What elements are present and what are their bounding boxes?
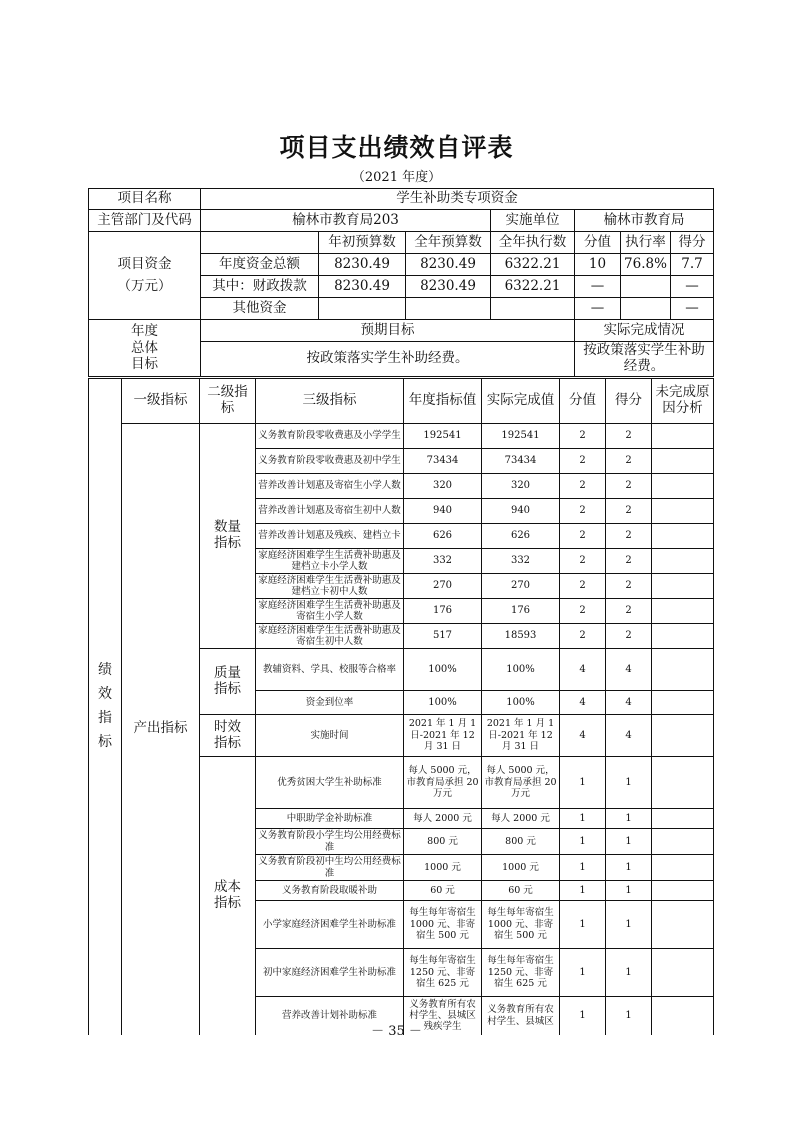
h-target: 年度指标值: [404, 379, 482, 424]
actual-value: 义务教育所有农村学生、县城区: [482, 997, 560, 1035]
actual-goal: 按政策落实学生补助经费。: [575, 342, 714, 377]
expected-goal: 按政策落实学生补助经费。: [201, 342, 575, 377]
weight-value: 1: [560, 855, 606, 881]
indicator-name: 优秀贫困大学生补助标准: [256, 757, 404, 809]
indicator-name: 家庭经济困难学生生活费补助惠及寄宿生初中人数: [256, 624, 404, 649]
funds-table: [88, 188, 714, 377]
score-value: 1: [606, 855, 652, 881]
cell: —: [671, 298, 714, 320]
indicator-name: 营养改善计划惠及寄宿生初中人数: [256, 499, 404, 524]
actual-value: 100%: [482, 649, 560, 691]
score-value: 1: [606, 949, 652, 997]
indicator-name: 教辅资料、学具、校服等合格率: [256, 649, 404, 691]
indicator-name: 营养改善计划惠及残疾、建档立卡: [256, 524, 404, 549]
cell: [491, 298, 575, 320]
page-title: 项目支出绩效自评表: [279, 133, 514, 162]
expected-goal-header: 预期目标: [201, 320, 575, 342]
actual-value: 176: [482, 599, 560, 624]
group-time: 时效指标: [200, 715, 256, 757]
score-value: 2: [606, 549, 652, 574]
reason-cell: [652, 715, 714, 757]
target-value: 320: [404, 474, 482, 499]
reason-cell: [652, 424, 714, 449]
target-value: 517: [404, 624, 482, 649]
group-quantity: 数量指标: [200, 424, 256, 649]
funds-label: 项目资金 （万元）: [89, 232, 201, 320]
target-value: 每生每年寄宿生 1000 元、非寄宿生 500 元: [404, 901, 482, 949]
row-other-label: 其他资金: [201, 298, 319, 320]
score-value: 4: [606, 691, 652, 715]
target-value: 1000 元: [404, 855, 482, 881]
weight-value: 2: [560, 424, 606, 449]
target-value: 176: [404, 599, 482, 624]
actual-value: 332: [482, 549, 560, 574]
score-value: 1: [606, 757, 652, 809]
indicator-name: 义务教育阶段零收费惠及小学学生: [256, 424, 404, 449]
project-name: 学生补助类专项资金: [201, 189, 714, 210]
indicator-name: 实施时间: [256, 715, 404, 757]
weight-value: 1: [560, 901, 606, 949]
impl-label: 实施单位: [491, 210, 575, 232]
indicator-name: 营养改善计划惠及寄宿生小学人数: [256, 474, 404, 499]
score-value: 1: [606, 997, 652, 1035]
dept-value: 榆林市教育局203: [201, 210, 491, 232]
group-cost: 成本指标: [200, 757, 256, 1035]
h-level1: 一级指标: [122, 379, 200, 424]
score-value: 2: [606, 424, 652, 449]
reason-cell: [652, 549, 714, 574]
actual-value: 每人 2000 元: [482, 809, 560, 829]
weight-value: 4: [560, 691, 606, 715]
indicator-name: 家庭经济困难学生生活费补助惠及建档立卡初中人数: [256, 574, 404, 599]
indicator-name: 家庭经济困难学生生活费补助惠及建档立卡小学人数: [256, 549, 404, 574]
cell: —: [575, 298, 621, 320]
cell: 7.7: [671, 254, 714, 276]
dept-label: 主管部门及代码: [89, 210, 201, 232]
weight-value: 4: [560, 715, 606, 757]
score-value: 2: [606, 574, 652, 599]
actual-value: 626: [482, 524, 560, 549]
reason-cell: [652, 624, 714, 649]
cell: [319, 298, 406, 320]
indicators-table: [88, 378, 714, 1035]
reason-cell: [652, 809, 714, 829]
weight-value: 2: [560, 549, 606, 574]
h-actual: 实际完成值: [482, 379, 560, 424]
cell: 8230.49: [406, 276, 491, 298]
actual-value: 1000 元: [482, 855, 560, 881]
target-value: 940: [404, 499, 482, 524]
indicator-name: 资金到位率: [256, 691, 404, 715]
weight-value: 1: [560, 829, 606, 855]
row-fiscal-label: 其中：财政拨款: [201, 276, 319, 298]
annual-goal-label: 年度 总体 目标: [89, 320, 201, 377]
indicator-name: 家庭经济困难学生生活费补助惠及寄宿生小学人数: [256, 599, 404, 624]
weight-value: 2: [560, 449, 606, 474]
target-value: 每生每年寄宿生 1250 元、非寄宿生 625 元: [404, 949, 482, 997]
reason-cell: [652, 949, 714, 997]
cell: —: [671, 276, 714, 298]
cell: 6322.21: [491, 276, 575, 298]
page-number: － 35 －: [371, 1024, 422, 1039]
target-value: 332: [404, 549, 482, 574]
indicator-name: 义务教育阶段初中生均公用经费标准: [256, 855, 404, 881]
row-total-label: 年度资金总额: [201, 254, 319, 276]
reason-cell: [652, 829, 714, 855]
report-year: （2021 年度）: [351, 170, 442, 185]
reason-cell: [652, 574, 714, 599]
reason-cell: [652, 474, 714, 499]
reason-cell: [652, 855, 714, 881]
indicator-name: 初中家庭经济困难学生补助标准: [256, 949, 404, 997]
target-value: 每人 5000 元，市教育局承担 20 万元: [404, 757, 482, 809]
actual-value: 60 元: [482, 881, 560, 901]
actual-value: 320: [482, 474, 560, 499]
score-value: 1: [606, 881, 652, 901]
reason-cell: [652, 881, 714, 901]
actual-value: 每生每年寄宿生 1000 元、非寄宿生 500 元: [482, 901, 560, 949]
h-level2: 二级指标: [200, 379, 256, 424]
weight-value: 2: [560, 624, 606, 649]
actual-value: 每生每年寄宿生 1250 元、非寄宿生 625 元: [482, 949, 560, 997]
weight-value: 2: [560, 499, 606, 524]
perf-indicator-label: 绩效指标: [89, 379, 122, 1035]
score-value: 2: [606, 474, 652, 499]
target-value: 60 元: [404, 881, 482, 901]
indicator-name: 义务教育阶段小学生均公用经费标准: [256, 829, 404, 855]
cell: 8230.49: [406, 254, 491, 276]
col-initial-budget: 年初预算数: [319, 232, 406, 254]
target-value: 义务教育所有农村学生、县城区残疾学生: [404, 997, 482, 1035]
target-value: 270: [404, 574, 482, 599]
actual-value: 270: [482, 574, 560, 599]
reason-cell: [652, 757, 714, 809]
weight-value: 1: [560, 949, 606, 997]
level1-output: 产出指标: [122, 424, 200, 1035]
target-value: 73434: [404, 449, 482, 474]
cell: [621, 276, 671, 298]
h-weight: 分值: [560, 379, 606, 424]
actual-goal-header: 实际完成情况: [575, 320, 714, 342]
target-value: 100%: [404, 649, 482, 691]
target-value: 800 元: [404, 829, 482, 855]
indicator-name: 义务教育阶段取暖补助: [256, 881, 404, 901]
actual-value: 192541: [482, 424, 560, 449]
cell: [406, 298, 491, 320]
actual-value: 100%: [482, 691, 560, 715]
cell: 8230.49: [319, 254, 406, 276]
indicator-name: 小学家庭经济困难学生补助标准: [256, 901, 404, 949]
weight-value: 2: [560, 599, 606, 624]
actual-value: 73434: [482, 449, 560, 474]
score-value: 2: [606, 624, 652, 649]
target-value: 100%: [404, 691, 482, 715]
weight-value: 4: [560, 649, 606, 691]
reason-cell: [652, 449, 714, 474]
impl-value: 榆林市教育局: [575, 210, 714, 232]
cell: 6322.21: [491, 254, 575, 276]
indicator-name: 中职助学金补助标准: [256, 809, 404, 829]
funds-blank-header: [201, 232, 319, 254]
cell: 8230.49: [319, 276, 406, 298]
weight-value: 1: [560, 757, 606, 809]
cell: 76.8%: [621, 254, 671, 276]
score-value: 4: [606, 649, 652, 691]
indicator-name: 营养改善计划补助标准: [256, 997, 404, 1035]
score-value: 1: [606, 829, 652, 855]
actual-value: 18593: [482, 624, 560, 649]
actual-value: 800 元: [482, 829, 560, 855]
col-score: 得分: [671, 232, 714, 254]
score-value: 2: [606, 499, 652, 524]
weight-value: 2: [560, 574, 606, 599]
col-executed: 全年执行数: [491, 232, 575, 254]
h-level3: 三级指标: [256, 379, 404, 424]
cell: [621, 298, 671, 320]
reason-cell: [652, 524, 714, 549]
actual-value: 2021 年 1 月 1 日-2021 年 12 月 31 日: [482, 715, 560, 757]
reason-cell: [652, 499, 714, 524]
reason-cell: [652, 649, 714, 691]
target-value: 2021 年 1 月 1 日-2021 年 12 月 31 日: [404, 715, 482, 757]
cell: 10: [575, 254, 621, 276]
col-weight: 分值: [575, 232, 621, 254]
reason-cell: [652, 691, 714, 715]
col-exec-rate: 执行率: [621, 232, 671, 254]
score-value: 4: [606, 715, 652, 757]
col-full-budget: 全年预算数: [406, 232, 491, 254]
score-value: 1: [606, 809, 652, 829]
weight-value: 2: [560, 524, 606, 549]
group-quality: 质量指标: [200, 649, 256, 715]
target-value: 626: [404, 524, 482, 549]
reason-cell: [652, 901, 714, 949]
score-value: 2: [606, 599, 652, 624]
target-value: 192541: [404, 424, 482, 449]
weight-value: 2: [560, 474, 606, 499]
project-name-label: 项目名称: [89, 189, 201, 210]
cell: —: [575, 276, 621, 298]
actual-value: 每人 5000 元，市教育局承担 20 万元: [482, 757, 560, 809]
score-value: 1: [606, 901, 652, 949]
indicator-name: 义务教育阶段零收费惠及初中学生: [256, 449, 404, 474]
score-value: 2: [606, 449, 652, 474]
score-value: 2: [606, 524, 652, 549]
weight-value: 1: [560, 809, 606, 829]
actual-value: 940: [482, 499, 560, 524]
reason-cell: [652, 599, 714, 624]
h-score: 得分: [606, 379, 652, 424]
target-value: 每人 2000 元: [404, 809, 482, 829]
weight-value: 1: [560, 881, 606, 901]
h-reason: 未完成原因分析: [652, 379, 714, 424]
weight-value: 1: [560, 997, 606, 1035]
